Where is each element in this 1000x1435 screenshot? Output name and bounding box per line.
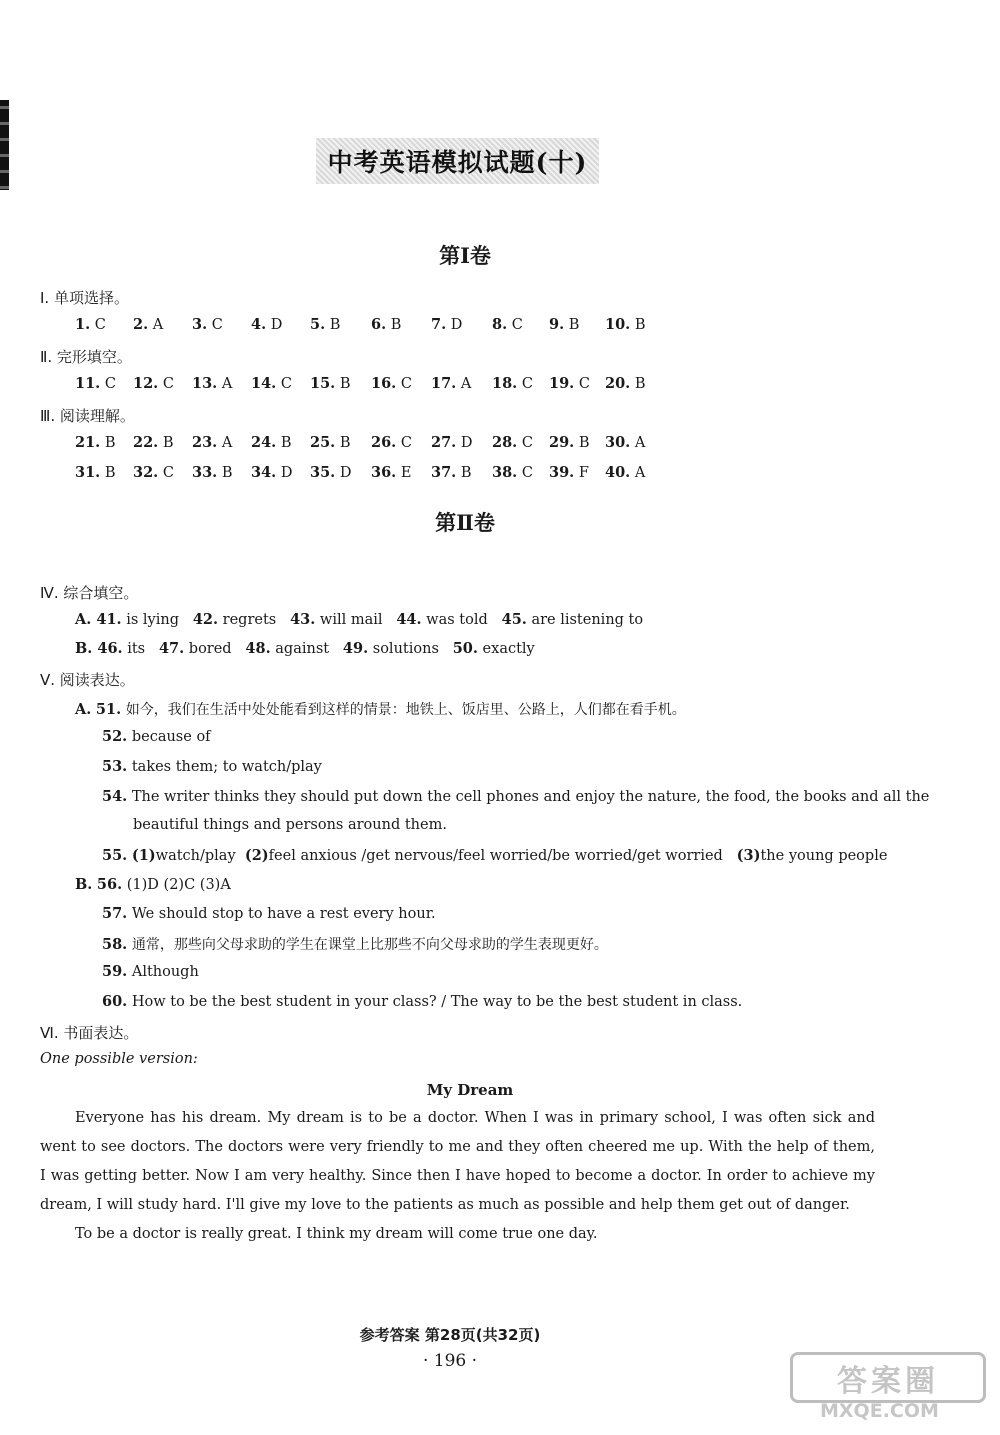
- answer-letter: C: [396, 435, 412, 451]
- answer-letter: B: [335, 376, 351, 392]
- answer-letter: B: [335, 435, 351, 451]
- q-number: 13.: [192, 375, 218, 392]
- answer-item: [605, 375, 646, 392]
- q-number: 25.: [310, 434, 336, 451]
- answer-item: [431, 464, 472, 481]
- q-number: 29.: [549, 434, 575, 451]
- q-number: 28.: [492, 434, 518, 451]
- q-number: 9.: [549, 316, 565, 333]
- answer-text: takes them; to watch/play: [131, 759, 322, 775]
- answer-letter: B: [100, 435, 116, 451]
- answer-item: [75, 434, 116, 451]
- answer-letter: A: [148, 317, 164, 333]
- q-number: 35.: [310, 464, 336, 481]
- q-number: 38.: [492, 464, 518, 481]
- answer-item: [133, 316, 163, 333]
- answer-item: [192, 375, 232, 392]
- binding-edge: [0, 100, 9, 190]
- answer-letter: B: [217, 465, 233, 481]
- answer-text: solutions: [368, 641, 453, 657]
- section-1-heading: Ⅰ. 单项选择。: [40, 289, 129, 307]
- answer-item: [492, 434, 533, 451]
- answer-text: The writer thinks they should put down the cell phones and enjoy the nature, the food, the books and all the: [131, 789, 930, 805]
- answer-text: watch/play: [155, 848, 236, 864]
- answer-text: Although: [131, 964, 199, 980]
- q-number: 57.: [102, 905, 128, 922]
- answer-item: [605, 464, 645, 481]
- answer-item: [549, 316, 579, 333]
- essay-paragraph-1: Everyone has his dream. My dream is to be a doctor. When I was in primary school, I was often sick and went to see doctors. The doctors were very friendly to me and they often cheered me up. With the help of them, I was getting better. Now I am very healthy. Since then I have hoped to become a doctor. In order to achieve my dream, I will study hard. I'll give my love to the patients as much as possible and help them get out of danger.: [40, 1110, 875, 1213]
- answer-text: exactly: [477, 641, 549, 657]
- reading-q60: [102, 993, 742, 1010]
- q-number: 4.: [251, 316, 267, 333]
- answer-item: [133, 434, 174, 451]
- answer-letter: C: [517, 465, 533, 481]
- q-number: 48.: [245, 640, 271, 657]
- answer-item: [492, 464, 533, 481]
- answer-item: [192, 316, 223, 333]
- q-number: 56.: [96, 876, 123, 893]
- answer-text: the young people: [760, 848, 888, 864]
- answer-text: How to be the best student in your class? / The way to be the best student in class.: [131, 994, 743, 1010]
- q-number: 20.: [605, 375, 631, 392]
- answer-letter: B: [158, 435, 174, 451]
- answer-letter: C: [90, 317, 106, 333]
- q-number: 43.: [290, 611, 316, 628]
- answer-letter: A: [217, 376, 233, 392]
- q-number: 10.: [605, 316, 631, 333]
- q-number: 21.: [75, 434, 101, 451]
- answer-letter: B: [630, 376, 646, 392]
- answer-letter: B: [574, 435, 590, 451]
- q-number: 37.: [431, 464, 457, 481]
- q-number: 22.: [133, 434, 159, 451]
- answer-letter: B: [456, 465, 472, 481]
- answer-item: [549, 434, 590, 451]
- answer-item: [431, 316, 462, 333]
- answer-item: [371, 464, 411, 481]
- answer-letter: B: [564, 317, 580, 333]
- page-footer-label: 参考答案 第28页(共32页): [359, 1326, 541, 1344]
- q-number: 31.: [75, 464, 101, 481]
- answer-text: are listening to: [526, 612, 657, 628]
- answer-text: (1)D (2)C (3)A: [126, 877, 231, 893]
- q-number: 42.: [192, 611, 219, 628]
- answer-item: [251, 316, 282, 333]
- answer-letter: C: [100, 376, 116, 392]
- answer-item: [492, 375, 533, 392]
- answer-item: [431, 434, 472, 451]
- answer-item: [492, 316, 523, 333]
- answer-letter: B: [100, 465, 116, 481]
- answer-letter: A: [630, 435, 646, 451]
- answer-item: [310, 316, 340, 333]
- section-2-heading: Ⅱ. 完形填空。: [40, 348, 132, 366]
- answer-item: [310, 434, 351, 451]
- page-title: 中考英语模拟试题(十): [327, 148, 588, 177]
- essay-title: My Dream: [426, 1081, 514, 1099]
- q-number: 1.: [75, 316, 91, 333]
- answer-letter: C: [158, 376, 174, 392]
- q-number: 39.: [549, 464, 575, 481]
- sub-number: (2): [244, 847, 269, 864]
- answer-letter: C: [517, 376, 533, 392]
- q-number: 16.: [371, 375, 397, 392]
- page-number: · 196 ·: [422, 1351, 478, 1371]
- q-number: 15.: [310, 375, 336, 392]
- answer-letter: A: [630, 465, 646, 481]
- answer-letter: C: [276, 376, 292, 392]
- q-number: 44.: [396, 611, 422, 628]
- fill-label: B.: [75, 640, 98, 657]
- answer-letter: C: [207, 317, 223, 333]
- q-number: 49.: [342, 640, 369, 657]
- q-number: 52.: [102, 728, 128, 745]
- q-number: 8.: [492, 316, 508, 333]
- q-number: 36.: [371, 464, 397, 481]
- q-number: 58.: [102, 936, 128, 953]
- reading-q57: [102, 905, 436, 922]
- answer-text: We should stop to have a rest every hour.: [131, 906, 436, 922]
- q-number: 12.: [133, 375, 159, 392]
- answer-item: [133, 464, 174, 481]
- q-number: 54.: [102, 788, 128, 805]
- answer-letter: B: [630, 317, 646, 333]
- q-number: 60.: [102, 993, 128, 1010]
- q-number: 23.: [192, 434, 218, 451]
- reading-q59: [102, 963, 199, 980]
- sub-number: (1): [131, 847, 156, 864]
- answer-letter: D: [276, 465, 293, 481]
- reading-q53: [102, 758, 322, 775]
- answer-item: [251, 464, 292, 481]
- answer-text: 如今，我们在生活中处处能看到这样的情景：地铁上、饭店里、公路上，人们都在看手机。: [125, 702, 686, 718]
- reading-q58: [102, 934, 608, 954]
- answer-item: [549, 464, 589, 481]
- answer-item: [605, 316, 646, 333]
- answer-text: bored: [184, 641, 246, 657]
- reading-q54-cont: beautiful things and persons around them.: [133, 817, 447, 833]
- fill-label: A.: [75, 611, 97, 628]
- q-number: 3.: [192, 316, 208, 333]
- q-number: 19.: [549, 375, 575, 392]
- answer-item: [549, 375, 590, 392]
- section-4-heading: Ⅳ. 综合填空。: [40, 584, 139, 602]
- answer-text: its: [122, 641, 159, 657]
- reading-q55: [102, 847, 887, 864]
- q-number: 50.: [452, 640, 478, 657]
- reading-q54: [102, 788, 929, 805]
- fill-row-a: [75, 611, 657, 628]
- answer-letter: D: [266, 317, 283, 333]
- answer-item: [75, 464, 116, 481]
- reading-b-label: B.: [75, 876, 93, 893]
- q-number: 53.: [102, 758, 128, 775]
- answer-text: is lying: [121, 612, 193, 628]
- q-number: 17.: [431, 375, 457, 392]
- watermark-url: MXQE.COM: [820, 1400, 939, 1422]
- answer-letter: D: [456, 435, 473, 451]
- q-number: 32.: [133, 464, 159, 481]
- answer-item: [75, 375, 116, 392]
- reading-a-label: A.: [75, 701, 92, 718]
- q-number: 30.: [605, 434, 631, 451]
- answer-item: [605, 434, 645, 451]
- q-number: 33.: [192, 464, 218, 481]
- part-1-title: 第Ⅰ卷: [439, 243, 491, 268]
- answer-letter: D: [335, 465, 352, 481]
- answer-letter: C: [158, 465, 174, 481]
- answer-letter: E: [396, 465, 412, 481]
- answer-item: [371, 316, 401, 333]
- q-number: 14.: [251, 375, 277, 392]
- reading-q56: [75, 876, 231, 893]
- title-banner: [316, 138, 599, 184]
- essay-lead: One possible version:: [40, 1051, 198, 1067]
- answer-letter: C: [574, 376, 590, 392]
- answer-item: [251, 434, 292, 451]
- section-6-heading: Ⅵ. 书面表达。: [40, 1024, 139, 1042]
- reading-q51: [75, 699, 686, 719]
- q-number: 18.: [492, 375, 518, 392]
- answer-item: [310, 464, 351, 481]
- answer-text: was told: [421, 612, 502, 628]
- answer-letter: F: [574, 465, 589, 481]
- q-number: 45.: [501, 611, 527, 628]
- answer-text: feel anxious /get nervous/feel worried/be worried/get worried: [268, 848, 723, 864]
- answer-letter: D: [446, 317, 463, 333]
- q-number: 24.: [251, 434, 277, 451]
- q-number: 55.: [102, 847, 128, 864]
- q-number: 46.: [97, 640, 123, 657]
- answer-letter: A: [217, 435, 233, 451]
- answer-item: [251, 375, 292, 392]
- sub-number: (3): [736, 847, 761, 864]
- answer-letter: B: [325, 317, 341, 333]
- q-number: 47.: [158, 640, 185, 657]
- answer-item: [75, 316, 106, 333]
- essay-paragraph-2: To be a doctor is really great. I think my dream will come true one day.: [75, 1226, 598, 1242]
- fill-row-b: [75, 640, 549, 657]
- q-number: 11.: [75, 375, 101, 392]
- answer-item: [192, 434, 232, 451]
- answer-text: against: [270, 641, 343, 657]
- answer-item: [371, 375, 412, 392]
- watermark-logo: [790, 1352, 986, 1403]
- answer-item: [192, 464, 233, 481]
- answer-text: regrets: [218, 612, 291, 628]
- q-number: 26.: [371, 434, 397, 451]
- answer-letter: B: [386, 317, 402, 333]
- reading-q52: [102, 728, 211, 745]
- answer-text: because of: [131, 729, 211, 745]
- answer-item: [371, 434, 412, 451]
- q-number: 5.: [310, 316, 326, 333]
- answer-item: [431, 375, 471, 392]
- q-number: 27.: [431, 434, 457, 451]
- q-number: 34.: [251, 464, 277, 481]
- q-number: 6.: [371, 316, 387, 333]
- answer-letter: B: [276, 435, 292, 451]
- answer-item: [133, 375, 174, 392]
- answer-letter: C: [507, 317, 523, 333]
- q-number: 41.: [96, 611, 122, 628]
- watermark-logo-text: 答案圈: [837, 1363, 939, 1399]
- q-number: 2.: [133, 316, 149, 333]
- part-2-title: 第Ⅱ卷: [435, 510, 495, 535]
- q-number: 7.: [431, 316, 447, 333]
- section-5-heading: Ⅴ. 阅读表达。: [40, 671, 135, 689]
- section-3-heading: Ⅲ. 阅读理解。: [40, 407, 135, 425]
- answer-letter: C: [396, 376, 412, 392]
- answer-text: will mail: [315, 612, 397, 628]
- answer-letter: A: [456, 376, 472, 392]
- answer-letter: C: [517, 435, 533, 451]
- answer-item: [310, 375, 351, 392]
- q-number: 59.: [102, 963, 128, 980]
- q-number: 51.: [95, 701, 122, 718]
- answer-text: 通常，那些向父母求助的学生在课堂上比那些不向父母求助的学生表现更好。: [131, 937, 608, 953]
- q-number: 40.: [605, 464, 631, 481]
